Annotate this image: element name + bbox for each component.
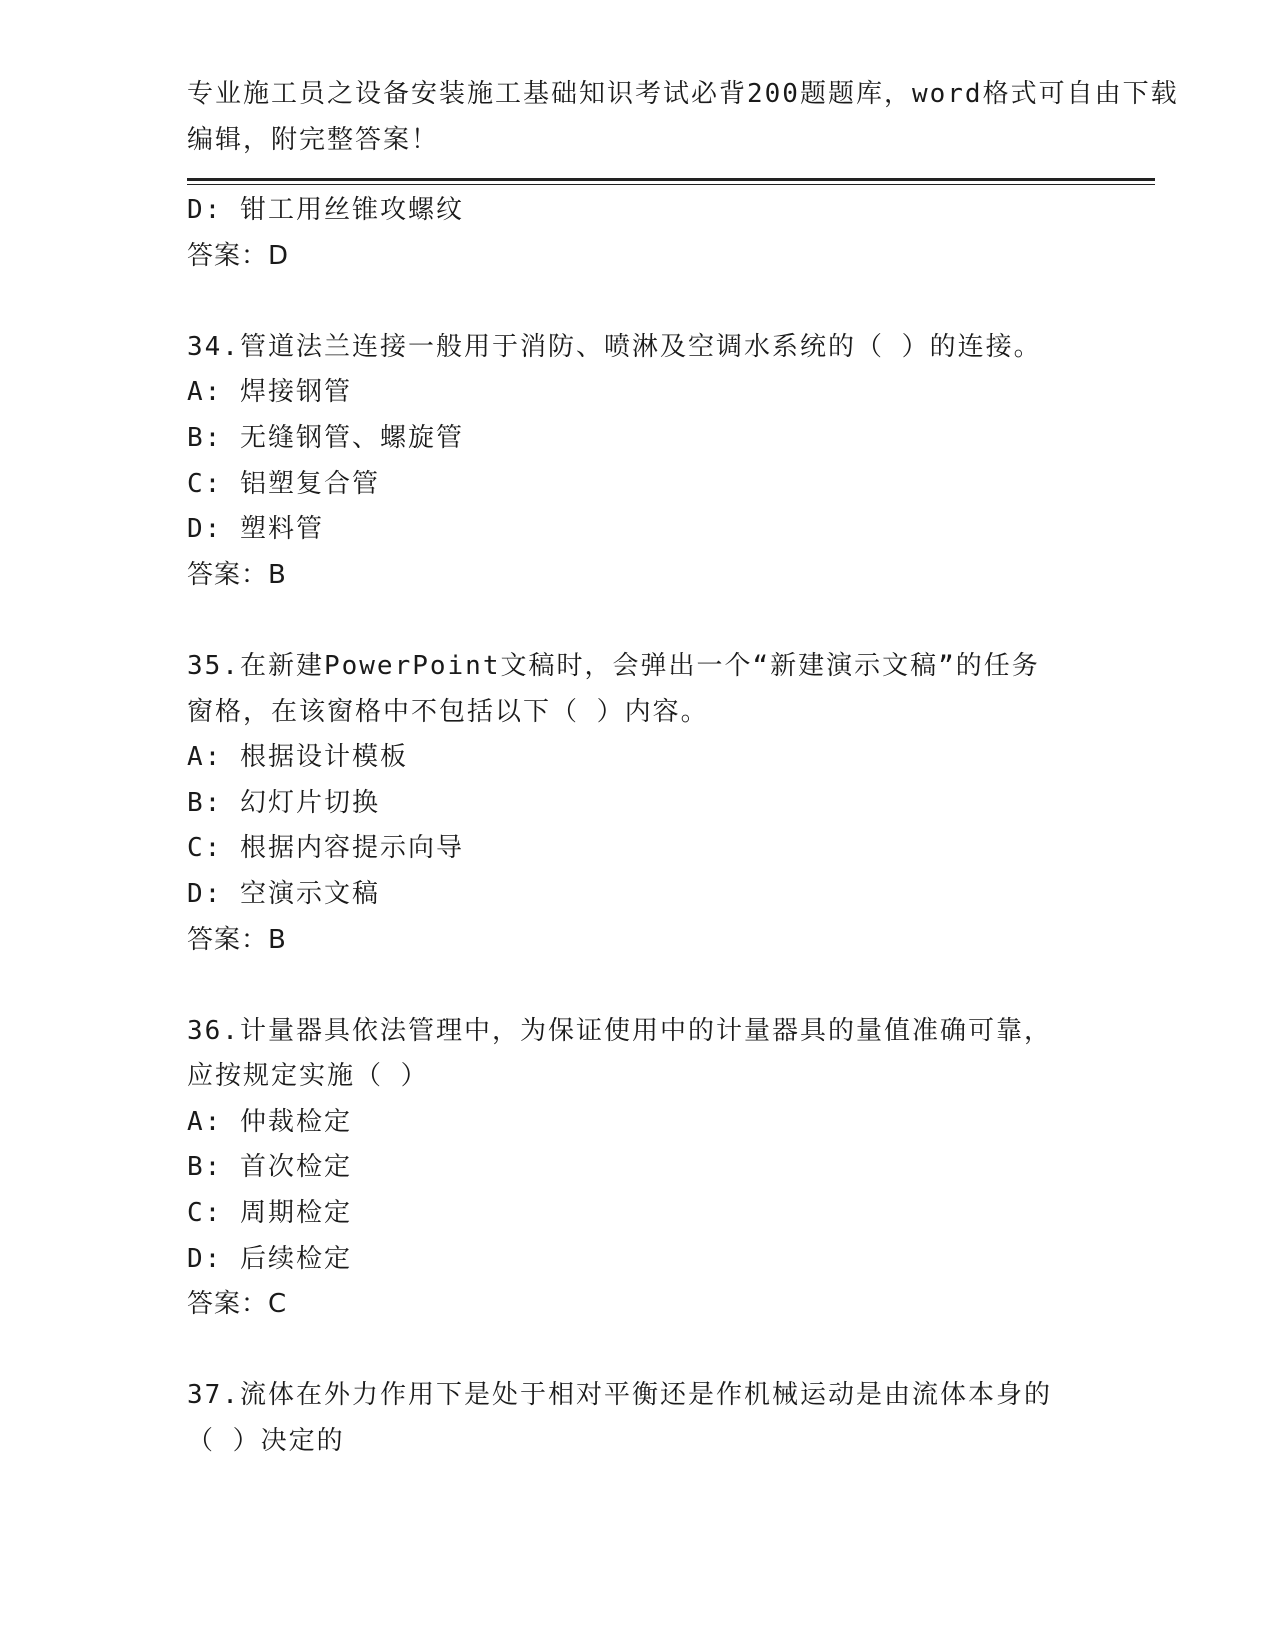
block-spacer (187, 1328, 1087, 1374)
block-spacer (187, 598, 1087, 644)
question-text-line: 窗格，在该窗格中不包括以下（ ）内容。 (187, 696, 709, 727)
option-line: C: 根据内容提示向导 (187, 833, 464, 864)
answer-line: 答案：D (187, 240, 290, 271)
option-line: D: 后续检定 (187, 1243, 352, 1274)
question-text-line: 35.在新建PowerPoint文稿时，会弹出一个“新建演示文稿”的任务 (187, 650, 1040, 681)
option-line: D: 空演示文稿 (187, 878, 380, 909)
option-line: A: 根据设计模板 (187, 742, 408, 773)
option-line: C: 周期检定 (187, 1198, 352, 1229)
question-text-line: （ ）决定的 (187, 1426, 345, 1457)
option-line: B: 幻灯片切换 (187, 787, 380, 818)
option-line: D: 塑料管 (187, 514, 324, 545)
answer-line: 答案：C (187, 1289, 288, 1320)
block-spacer (187, 963, 1087, 1009)
header-divider-thick (187, 178, 1155, 181)
option-line: C: 铝塑复合管 (187, 468, 380, 499)
header-divider-thin (187, 184, 1155, 185)
header-line-2: 编辑，附完整答案！ (187, 124, 440, 155)
header-line-1: 专业施工员之设备安装施工基础知识考试必背200题题库，word格式可自由下载 (187, 79, 1179, 109)
question-text-line: 应按规定实施（ ） (187, 1061, 429, 1092)
option-line: B: 首次检定 (187, 1152, 352, 1183)
question-block (187, 325, 1087, 599)
answer-line: 答案：B (187, 559, 287, 590)
question-text-line: 37.流体在外力作用下是处于相对平衡还是作机械运动是由流体本身的 (187, 1380, 1052, 1411)
page-header (187, 72, 1179, 163)
answer-line: 答案：B (187, 924, 287, 955)
option-line: D: 钳工用丝锥攻螺纹 (187, 195, 464, 225)
question-block (187, 188, 1087, 279)
question-text-line: 34.管道法兰连接一般用于消防、喷淋及空调水系统的（ ）的连接。 (187, 331, 1042, 362)
option-line: A: 仲裁检定 (187, 1106, 352, 1137)
question-block (187, 1009, 1087, 1328)
question-block (187, 644, 1087, 963)
question-list (187, 188, 1087, 1465)
question-text-line: 36.计量器具依法管理中，为保证使用中的计量器具的量值准确可靠， (187, 1015, 1052, 1046)
option-line: A: 焊接钢管 (187, 377, 352, 408)
option-line: B: 无缝钢管、螺旋管 (187, 422, 464, 453)
question-block (187, 1373, 1087, 1464)
block-spacer (187, 279, 1087, 325)
